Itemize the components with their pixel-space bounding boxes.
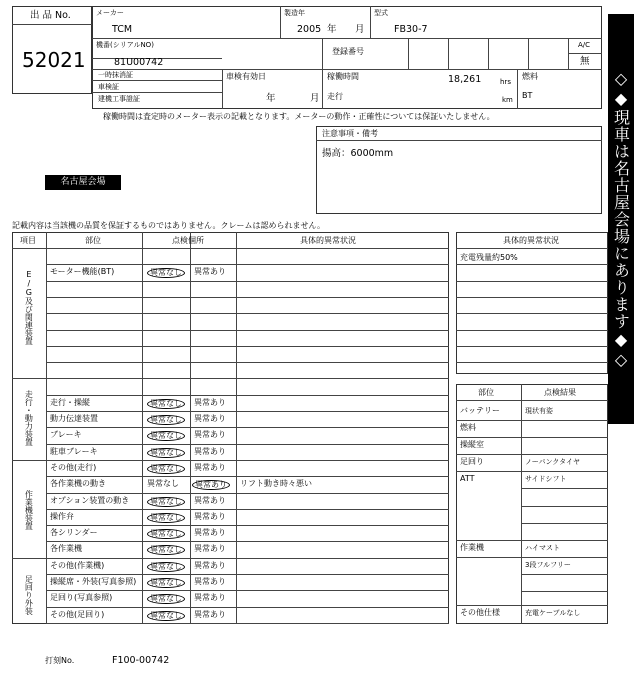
remarks-label: 注意事項・備考 bbox=[322, 129, 378, 138]
mileage-label: 走行 bbox=[327, 92, 343, 101]
result-value: 現状有姿 bbox=[525, 407, 553, 415]
row-normal: 異常なし bbox=[147, 268, 185, 278]
result-part: 足回り bbox=[460, 457, 484, 466]
remarks-value: 揚高：6000mm bbox=[322, 148, 394, 159]
row-abnormal: 異常あり bbox=[194, 528, 226, 538]
stamp-value: F100-00742 bbox=[112, 655, 170, 666]
model-value: FB30-7 bbox=[394, 24, 428, 35]
row-abnormal: 異常あり bbox=[194, 560, 226, 570]
group-body: 足回り外装 bbox=[24, 575, 34, 615]
ac-value: 無 bbox=[580, 56, 590, 67]
result-part: 操縦室 bbox=[460, 440, 484, 449]
result-value: ノーパンクタイヤ bbox=[525, 458, 581, 466]
venue-badge: 名古屋会場 bbox=[45, 175, 121, 190]
special-cert-label: 建機工事證証 bbox=[98, 95, 140, 103]
row-abnormal: 異常あり bbox=[194, 495, 226, 505]
fuel-label: 燃料 bbox=[522, 72, 538, 81]
row-normal: 異常なし bbox=[147, 513, 185, 523]
result-part: その他仕様 bbox=[460, 608, 500, 617]
row-part: 駐車ブレーキ bbox=[50, 446, 98, 456]
lot-number-label: 出 品 No. bbox=[30, 10, 71, 21]
side-banner bbox=[608, 14, 634, 424]
row-normal: 異常なし bbox=[147, 415, 185, 425]
row-normal: 異常なし bbox=[147, 479, 179, 489]
hours-value: 18,261 bbox=[448, 74, 482, 85]
row-normal: 異常なし bbox=[147, 545, 185, 555]
result-value: 3段フルフリー bbox=[525, 561, 571, 569]
side-banner-text: ◇◆現車は名古屋会場にあります◆◇ bbox=[611, 68, 631, 370]
row-part: 各作業機の動き bbox=[50, 479, 106, 489]
row-part: オプション装置の動き bbox=[50, 495, 130, 505]
group-work: 作業機装置 bbox=[24, 490, 34, 530]
row-abnormal: 異常あり bbox=[194, 267, 226, 277]
row-abnormal: 異常あり bbox=[194, 462, 226, 472]
inspection-expiry-label: 車検有効日 bbox=[226, 72, 266, 81]
battery-note: 充電残量約50% bbox=[460, 253, 518, 262]
month-unit: 月 bbox=[355, 24, 365, 35]
serial-value: 81U00742 bbox=[114, 57, 164, 68]
row-part: 走行・操縦 bbox=[50, 397, 90, 407]
expiry-month-unit: 月 bbox=[310, 93, 320, 104]
row-part: その他(作業機) bbox=[50, 560, 105, 570]
header-check: 点検個所 bbox=[172, 236, 204, 245]
row-abnormal: 異常あり bbox=[194, 446, 226, 456]
row-abnormal: 異常あり bbox=[194, 609, 226, 619]
expiry-year-unit: 年 bbox=[266, 93, 276, 104]
temp-plate-label: 一時抹消証 bbox=[98, 71, 133, 79]
result-header-result: 点検結果 bbox=[544, 388, 576, 397]
stamp-label: 打刻No. bbox=[45, 656, 75, 665]
header-detail: 具体的異常状況 bbox=[300, 236, 356, 245]
row-part: ブレーキ bbox=[50, 430, 82, 440]
year-unit: 年 bbox=[327, 24, 337, 35]
group-drive: 走行・動力装置 bbox=[24, 390, 34, 446]
row-normal: 異常なし bbox=[147, 431, 185, 441]
maker-label: メーカー bbox=[96, 9, 124, 17]
row-abnormal: 異常あり bbox=[194, 544, 226, 554]
row-normal: 異常なし bbox=[147, 448, 185, 458]
result-part: ATT bbox=[460, 474, 475, 483]
hours-unit: hrs bbox=[500, 78, 511, 86]
row-abnormal: 異常あり bbox=[194, 397, 226, 407]
row-normal: 異常なし bbox=[147, 497, 185, 507]
row-part: その他(走行) bbox=[50, 462, 97, 472]
row-normal: 異常なし bbox=[147, 578, 185, 588]
row-normal: 異常なし bbox=[147, 529, 185, 539]
lot-number: 52021 bbox=[22, 48, 86, 72]
model-label: 型式 bbox=[374, 9, 388, 17]
row-part: 各シリンダー bbox=[50, 528, 98, 538]
year-label: 製造年 bbox=[284, 9, 305, 17]
row-part: その他(足回り) bbox=[50, 609, 105, 619]
header-part: 部位 bbox=[85, 236, 101, 245]
row-abnormal: 異常あり bbox=[194, 430, 226, 440]
quality-disclaimer: 記載内容は当該機の品質を保証するものではありません。クレームは認められません。 bbox=[12, 221, 325, 230]
row-normal: 異常なし bbox=[147, 611, 185, 621]
row-part: 操縦席・外装(写真参照) bbox=[50, 577, 137, 586]
row-part: モーター機能(BT) bbox=[50, 267, 115, 277]
hours-label: 稼働時間 bbox=[327, 72, 359, 81]
row-abnormal: 異常あり bbox=[194, 511, 226, 521]
row-abnormal: 異常あり bbox=[194, 593, 226, 603]
result-header-part: 部位 bbox=[478, 388, 494, 397]
result-part: 燃料 bbox=[460, 423, 476, 432]
km-unit: km bbox=[502, 96, 513, 104]
row-abnormal: 異常あり bbox=[194, 577, 226, 586]
row-detail: リフト動き時々悪い bbox=[240, 479, 312, 489]
header-item: 項目 bbox=[20, 236, 36, 245]
result-value: ハイマスト bbox=[525, 544, 560, 552]
hours-disclaimer: 稼働時間は査定時のメーター表示の記載となります。メーターの動作・正確性については保証いたしません。 bbox=[103, 112, 495, 121]
right-detail-header: 具体的異常状況 bbox=[503, 236, 559, 245]
ac-label: A/C bbox=[578, 41, 591, 49]
registration-label: 登録番号 bbox=[332, 47, 364, 56]
serial-label: 機番(シリアルNO) bbox=[96, 41, 154, 49]
row-normal: 異常なし bbox=[147, 562, 185, 572]
result-value: 充電ケーブルなし bbox=[525, 609, 581, 617]
inspection-cert-label: 車検証 bbox=[98, 83, 119, 91]
row-normal: 異常なし bbox=[147, 464, 185, 474]
fuel-value: BT bbox=[522, 91, 533, 100]
year-value: 2005 bbox=[297, 24, 322, 35]
row-part: 動力伝達装置 bbox=[50, 414, 98, 423]
row-normal: 異常なし bbox=[147, 594, 185, 604]
row-part: 足回り(写真参照) bbox=[50, 593, 113, 603]
row-abnormal: 異常あり bbox=[192, 480, 230, 490]
group-engine: E/G及び関連装置 bbox=[24, 270, 34, 345]
row-abnormal: 異常あり bbox=[194, 414, 226, 423]
row-part: 操作弁 bbox=[50, 511, 74, 521]
row-part: 各作業機 bbox=[50, 544, 82, 554]
result-part: バッテリー bbox=[460, 406, 500, 415]
result-part: 作業機 bbox=[460, 543, 484, 552]
result-value: サイドシフト bbox=[525, 475, 567, 483]
maker-value: TCM bbox=[112, 24, 133, 35]
row-normal: 異常なし bbox=[147, 399, 185, 409]
